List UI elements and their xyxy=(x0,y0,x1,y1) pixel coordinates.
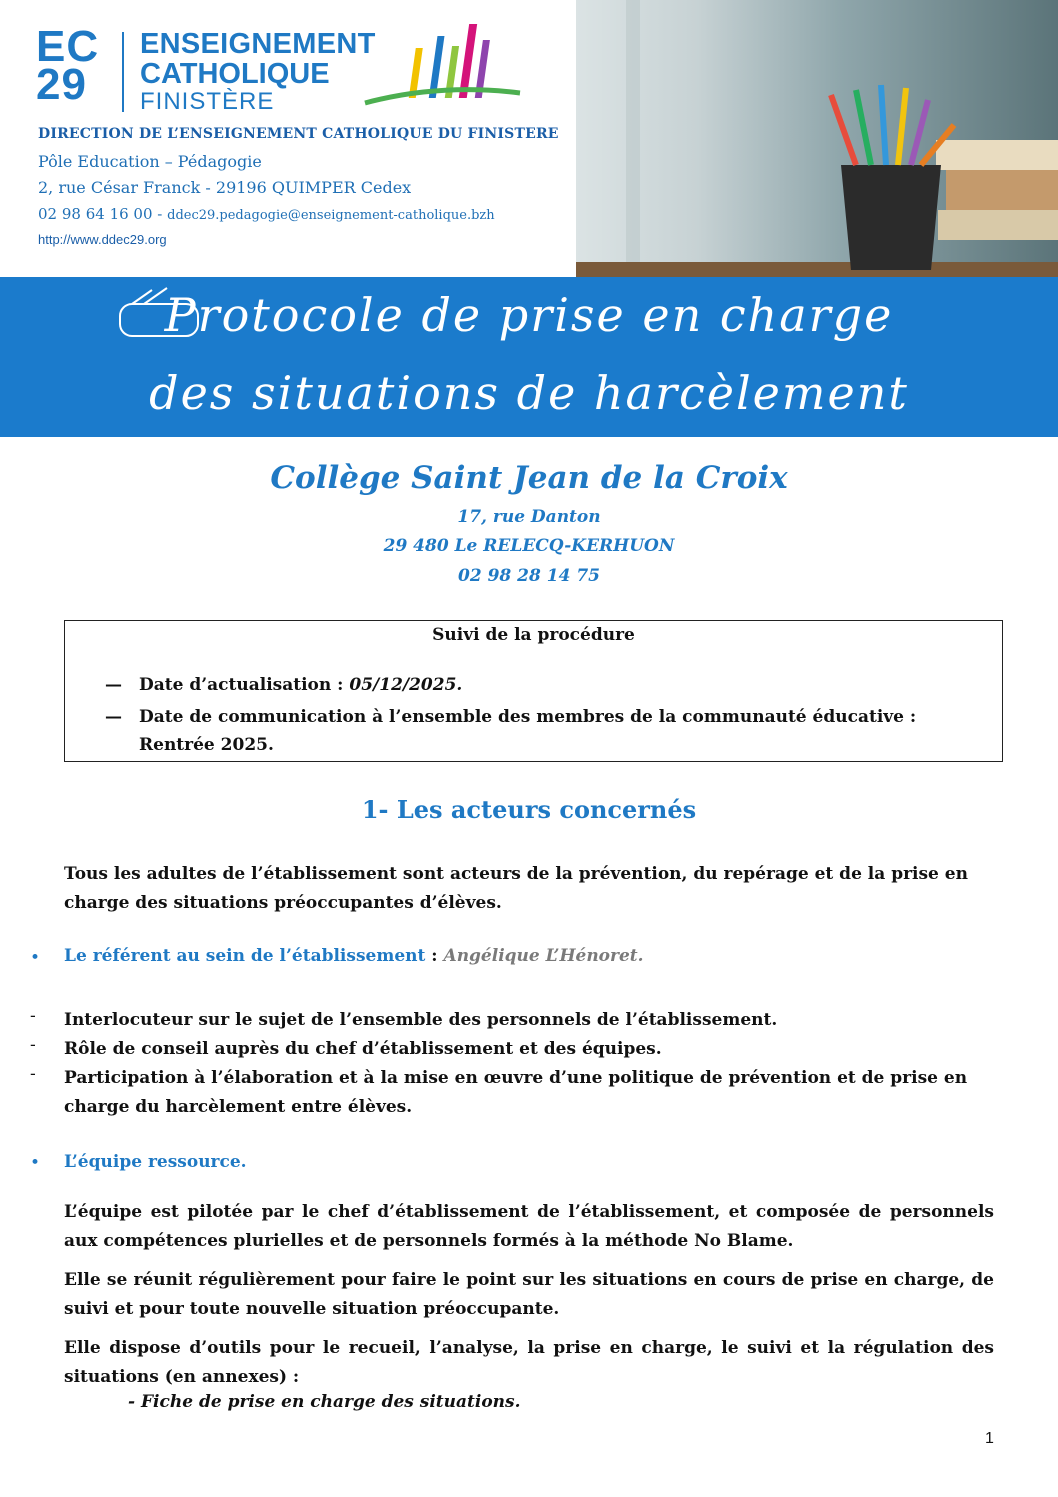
page-number: 1 xyxy=(985,1430,994,1447)
referent-role: Participation à l’élaboration et à la mise en œuvre d’une politique de prévention et de prise en charge du harcèlement entre élèves. xyxy=(64,1068,968,1117)
update-date-line xyxy=(105,675,462,695)
communication-date-value: Rentrée 2025. xyxy=(139,735,274,755)
bullet-icon: • xyxy=(30,948,41,968)
intro-paragraph: Tous les adultes de l’établissement sont acteurs de la prévention, du repérage et de la prise en charge des situations préoccupantes d’élèves. xyxy=(64,864,968,913)
dash-bullet: - xyxy=(30,1006,36,1026)
logo-ec-number: 29 xyxy=(36,60,87,109)
phone-number: 02 98 64 16 00 - xyxy=(38,205,168,223)
header-photo xyxy=(576,0,1058,277)
referent-role: Rôle de conseil auprès du chef d’établissement et des équipes. xyxy=(64,1039,662,1059)
email-link[interactable]: ddec29.pedagogie@enseignement-catholique.bzh xyxy=(167,208,495,223)
referent-colon: : xyxy=(425,946,444,966)
postal-address: 2, rue César Franck - 29196 QUIMPER Cedex xyxy=(38,178,412,197)
communication-date-label: Date de communication à l’ensemble des membres de la communauté éducative : xyxy=(139,707,917,727)
school-name: Collège Saint Jean de la Croix xyxy=(270,460,788,496)
procedure-box xyxy=(64,620,1003,762)
dash-bullet: — xyxy=(105,707,122,727)
referent-name: Angélique L’Hénoret. xyxy=(443,946,644,966)
pencil-cup-icon xyxy=(576,0,1058,277)
dash-bullet: - xyxy=(30,1064,36,1084)
pole-name: Pôle Education – Pédagogie xyxy=(38,152,262,171)
logo-divider xyxy=(122,32,124,112)
referent-role: Interlocuteur sur le sujet de l’ensemble des personnels de l’établissement. xyxy=(64,1010,778,1030)
dash-bullet: — xyxy=(105,675,122,695)
website-link[interactable]: http://www.ddec29.org xyxy=(38,232,167,247)
team-paragraph: Elle se réunit régulièrement pour faire le point sur les situations en cours de prise en charge, de suivi et pour toute nouvelle situation préoccupante. xyxy=(64,1270,994,1319)
contact-line xyxy=(38,205,495,223)
referent-label: Le référent au sein de l’établissement xyxy=(64,946,426,966)
school-phone: 02 98 28 14 75 xyxy=(458,566,600,586)
communication-date-line xyxy=(105,707,916,727)
page-title-line-2: des situations de harcèlement xyxy=(149,366,909,420)
school-city: 29 480 Le RELECQ-KERHUON xyxy=(383,536,675,556)
team-paragraph: Elle dispose d’outils pour le recueil, l’analyse, la prise en charge, le suivi et la régulation des situations (en annexes) : xyxy=(64,1338,994,1387)
update-date-label: Date d’actualisation : xyxy=(139,675,350,695)
school-street: 17, rue Danton xyxy=(457,507,601,527)
update-date-value: 05/12/2025. xyxy=(349,675,463,695)
team-tool-item: - Fiche de prise en charge des situations. xyxy=(128,1392,521,1412)
bullet-icon: • xyxy=(30,1153,41,1173)
direction-name: DIRECTION DE L’ENSEIGNEMENT CATHOLIQUE DU FINISTERE xyxy=(38,126,559,142)
team-paragraph: L’équipe est pilotée par le chef d’établissement de l’établissement, et composée de personnels aux compétences plurielles et de personnels formés à la méthode No Blame. xyxy=(64,1202,994,1251)
logo-ec-letters: EC xyxy=(36,22,100,71)
logo-line-2: CATHOLIQUE xyxy=(140,58,330,90)
logo-ribbon-icon xyxy=(360,18,530,113)
referent-line xyxy=(64,946,644,966)
logo-line-3: FINISTÈRE xyxy=(140,88,275,115)
team-label: L’équipe ressource. xyxy=(64,1152,247,1172)
page-title-line-1: Protocole de prise en charge xyxy=(164,288,894,342)
logo-line-1: ENSEIGNEMENT xyxy=(140,28,376,60)
procedure-box-title: Suivi de la procédure xyxy=(432,625,635,645)
dash-bullet: - xyxy=(30,1035,36,1055)
section-heading: 1- Les acteurs concernés xyxy=(361,795,697,824)
logo-ec xyxy=(36,22,100,109)
